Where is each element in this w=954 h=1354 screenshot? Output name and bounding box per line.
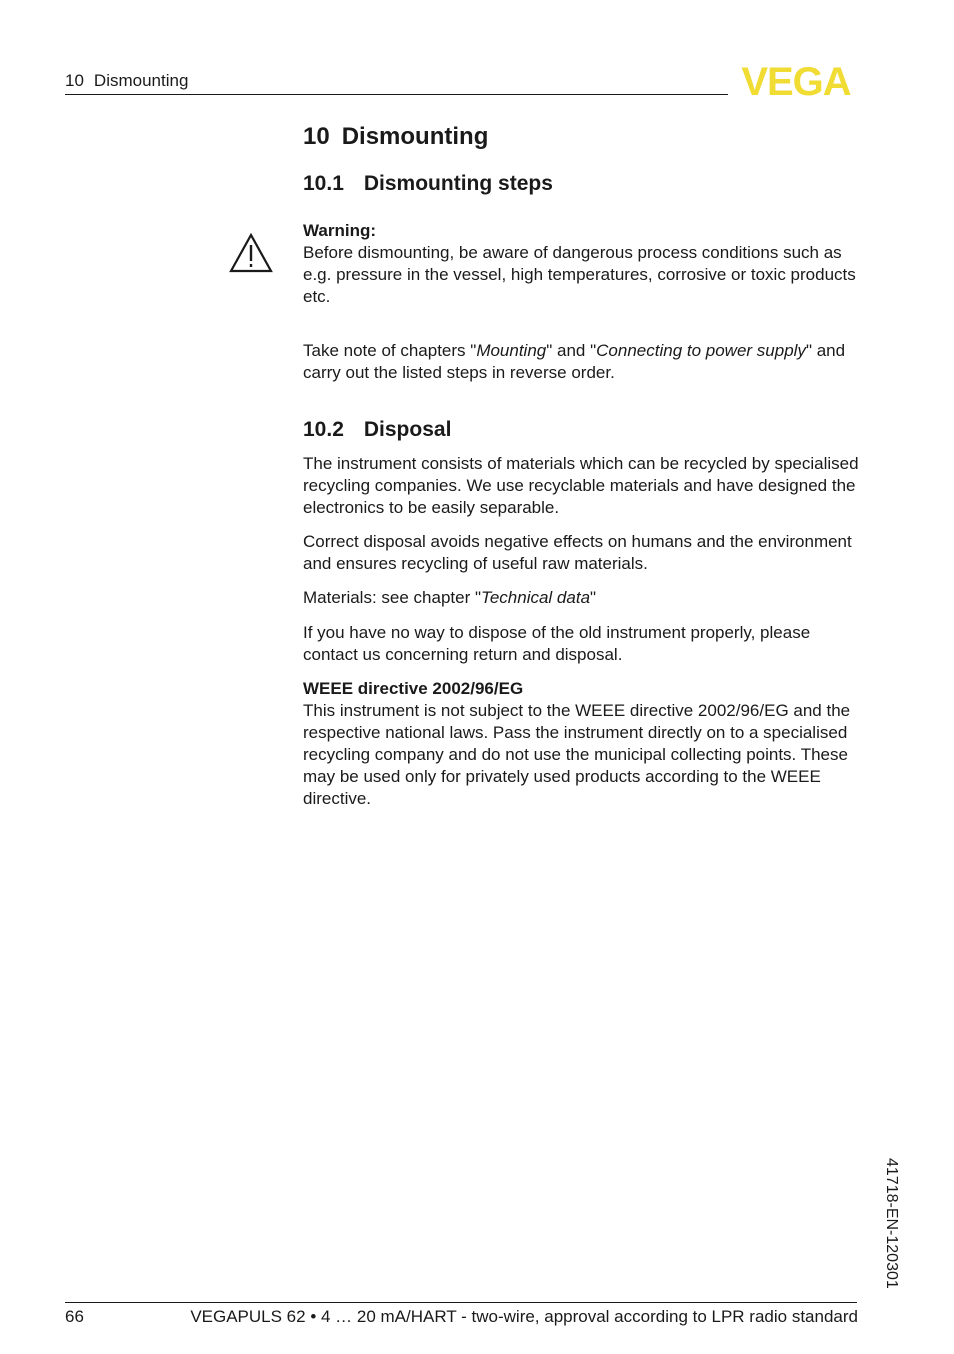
- section-title: Disposal: [363, 418, 452, 441]
- warning-text: Before dismounting, be aware of dangerous process conditions such as e.g. pressure in the vessel, high temperatures, corrosive or toxic products etc.: [303, 243, 856, 306]
- note-text-1: Take note of chapters ": [303, 341, 477, 360]
- warning-label: Warning:: [303, 221, 377, 240]
- chapter-ref-technical-data: Technical data: [481, 588, 591, 607]
- section-heading-disposal: [303, 416, 863, 444]
- section-number: 10.1: [303, 172, 344, 195]
- chapter-ref-power-supply: Connecting to power supply: [596, 341, 806, 360]
- section-title: Dismounting steps: [363, 172, 553, 195]
- chapter-heading: [303, 120, 863, 154]
- weee-heading: WEEE directive 2002/96/EG: [303, 679, 524, 698]
- document-id-vertical: [878, 1158, 902, 1303]
- chapter-number: 10: [303, 123, 330, 150]
- vega-logo-text: VEGA: [741, 62, 851, 100]
- note-text-2: " and ": [546, 341, 597, 360]
- disposal-paragraph-materials: The instrument consists of materials which can be recycled by specialised recycling companies. We use recyclable materials and have designed the electronics to be easily separable.: [303, 454, 859, 517]
- header-divider: [65, 94, 728, 95]
- section-heading-dismounting-steps: [303, 170, 863, 198]
- footer-document-title: VEGAPULS 62 • 4 … 20 mA/HART - two-wire, approval according to LPR radio standard: [190, 1307, 858, 1326]
- disposal-paragraph-chapter-ref: [303, 587, 863, 609]
- warning-triangle-icon: [229, 233, 273, 273]
- disposal-paragraph-contact: If you have no way to dispose of the old instrument properly, please contact us concerning return and disposal.: [303, 623, 811, 664]
- dismounting-note: [303, 340, 863, 384]
- materials-prefix: Materials: see chapter ": [303, 588, 482, 607]
- footer-divider: [65, 1302, 857, 1303]
- note-text-3: " and carry out the listed steps in reverse order.: [303, 341, 846, 382]
- main-content: [303, 120, 863, 810]
- running-header-chapter-number: 10: [65, 71, 84, 90]
- weee-paragraph: This instrument is not subject to the WEEE directive 2002/96/EG and the respective national laws. Pass the instrument directly on to a specialised recycling company and do not use the municipal collecting points. These may be used only for privately used products according to the WEEE directive.: [303, 701, 851, 808]
- vega-logo: [734, 62, 858, 100]
- running-header-chapter-title: Dismounting: [93, 71, 189, 90]
- document-id: 41718-EN-120301: [883, 1158, 900, 1289]
- disposal-paragraph-effects: Correct disposal avoids negative effects on humans and the environment and ensures recycling of useful raw materials.: [303, 532, 852, 573]
- chapter-ref-mounting: Mounting: [476, 341, 547, 360]
- chapter-title: Dismounting: [341, 123, 489, 150]
- section-number: 10.2: [303, 418, 344, 441]
- materials-suffix: ": [590, 588, 597, 607]
- page-number: 66: [65, 1307, 84, 1326]
- running-header: [65, 71, 188, 91]
